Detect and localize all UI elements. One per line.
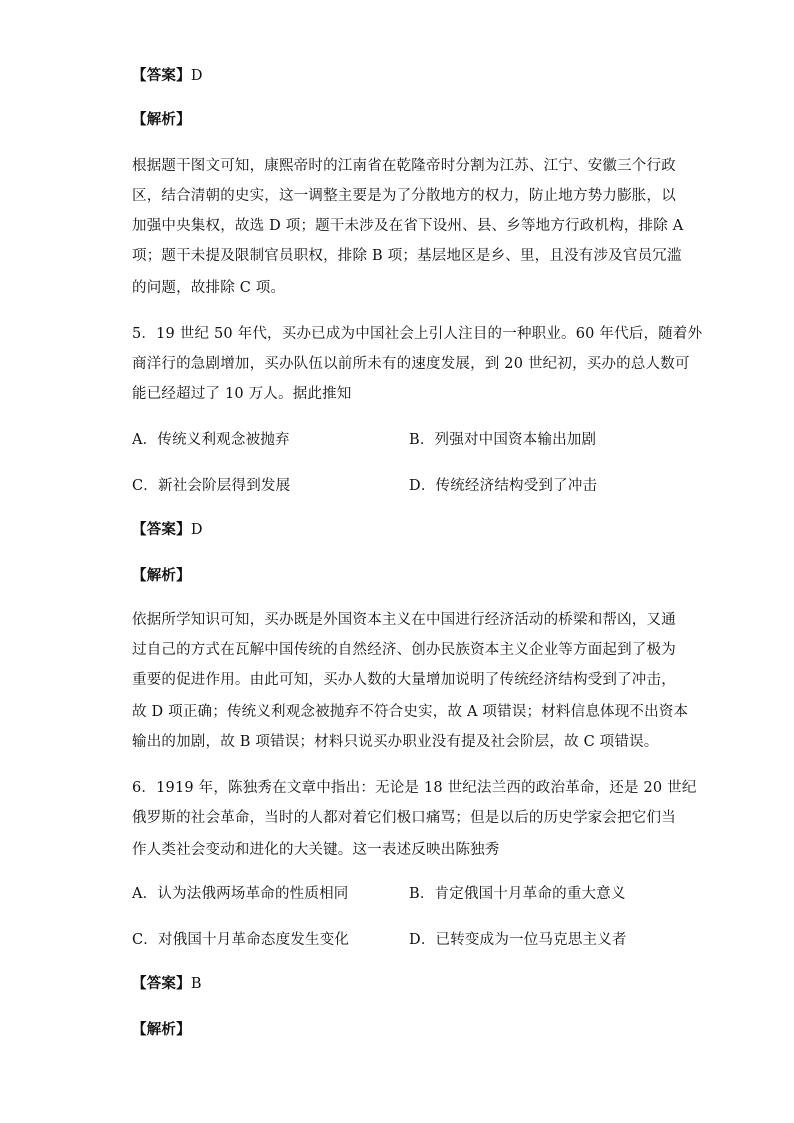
option-d: D．传统经济结构受到了冲击: [409, 478, 598, 494]
option-b: B．肯定俄国十月革命的重大意义: [409, 886, 626, 902]
option-b: B．列强对中国资本输出加剧: [409, 432, 597, 448]
answer-tag: 【答案】: [132, 976, 191, 992]
q5-answer: [132, 520, 203, 540]
q5-analysis-line: 故 D 项正确；传统义利观念被抛弃不符合史实，故 A 项错误；材料信息体现不出资本: [132, 704, 689, 720]
q4-analysis-line: 加强中央集权，故选 D 项；题干未涉及在省下设州、县、乡等地方行政机构，排除 A: [132, 218, 684, 234]
q6-stem-line: 6．1919 年，陈独秀在文章中指出：无论是 18 世纪法兰西的政治革命，还是 20 世纪: [132, 780, 697, 796]
answer-tag: 【答案】: [132, 68, 191, 84]
q4-analysis-line: 项；题干未提及限制官员职权，排除 B 项；基层地区是乡、里，且没有涉及官员冗滥: [132, 248, 682, 264]
q5-stem-line: 商洋行的急剧增加，买办队伍以前所未有的速度发展，到 20 世纪初，买办的总人数可: [132, 356, 690, 372]
q5-stem-line: 5．19 世纪 50 年代，买办已成为中国社会上引人注目的一种职业。60 年代后，随着外: [132, 326, 703, 342]
option-c: C．新社会阶层得到发展: [132, 478, 291, 494]
q5-options-row-2: [132, 476, 598, 496]
q6-answer: [132, 974, 202, 994]
q5-analysis-line: 过自己的方式在瓦解中国传统的自然经济、创办民族资本主义企业等方面起到了极为: [132, 642, 676, 658]
q6-stem-line: 俄罗斯的社会革命，当时的人都对着它们极口痛骂；但是以后的历史学家会把它们当: [132, 810, 676, 826]
q5-options-row-1: [132, 430, 597, 450]
option-c: C．对俄国十月革命态度发生变化: [132, 932, 350, 948]
answer-value: D: [190, 522, 203, 538]
q6-options-row-2: [132, 930, 627, 950]
q5-analysis-line: 重要的促进作用。由此可知，买办人数的大量增加说明了传统经济结构受到了冲击，: [132, 672, 676, 688]
q6-stem-line: 作人类社会变动和进化的大关键。这一表述反映出陈独秀: [132, 842, 500, 858]
q5-analysis-line: 依据所学知识可知，买办既是外国资本主义在中国进行经济活动的桥梁和帮凶，又通: [132, 612, 676, 628]
q4-analysis-line: 根据题干图文可知，康熙帝时的江南省在乾隆帝时分割为江苏、江宁、安徽三个行政: [132, 158, 676, 174]
q4-analysis-tag: 【解析】: [132, 112, 191, 128]
answer-tag: 【答案】: [132, 522, 191, 538]
q6-options-row-1: [132, 884, 626, 904]
q5-analysis-tag: 【解析】: [132, 568, 191, 584]
q4-analysis-line: 区，结合清朝的史实，这一调整主要是为了分散地方的权力，防止地方势力膨胀，以: [132, 188, 676, 204]
q4-analysis-line: 的问题，故排除 C 项。: [132, 280, 286, 296]
q4-answer: [132, 66, 203, 86]
option-d: D．已转变成为一位马克思主义者: [409, 932, 627, 948]
option-a: A．认为法俄两场革命的性质相同: [132, 886, 349, 902]
answer-value: D: [190, 68, 203, 84]
q5-stem-line: 能已经超过了 10 万人。据此推知: [132, 386, 352, 402]
answer-value: B: [190, 976, 202, 992]
q6-analysis-tag: 【解析】: [132, 1022, 191, 1038]
option-a: A．传统义利观念被抛弃: [132, 432, 290, 448]
q5-analysis-line: 输出的加剧，故 B 项错误；材料只说买办职业没有提及社会阶层，故 C 项错误。: [132, 734, 659, 750]
